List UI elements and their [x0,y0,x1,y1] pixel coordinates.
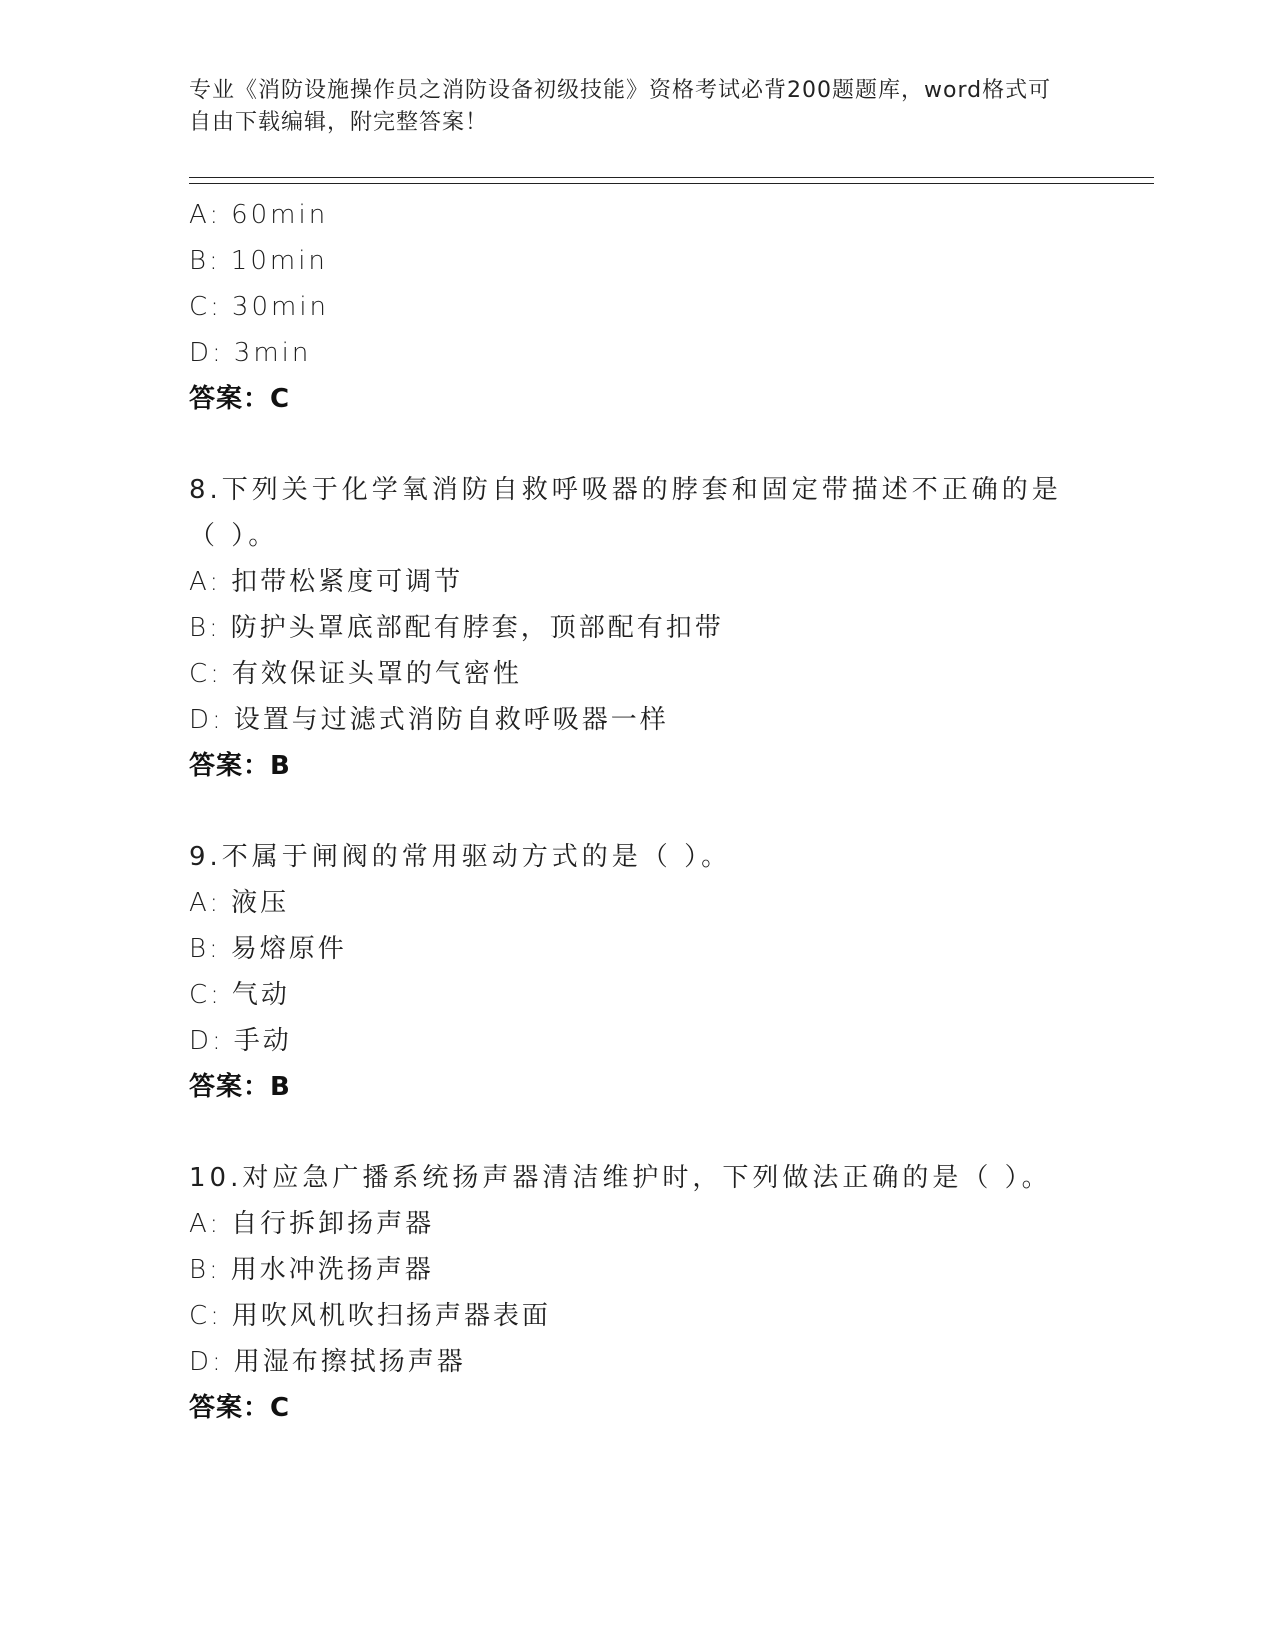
option-text: 设置与过滤式消防自救呼吸器一样 [233,705,669,735]
question-8 [189,467,1089,789]
question-stem: 9.不属于闸阀的常用驱动方式的是（ ）。 [189,842,732,872]
option-c [189,284,1089,330]
option-label: D: [189,705,224,735]
option-text: 用湿布擦拭扬声器 [233,1347,466,1377]
option-label: C: [189,980,222,1010]
answer-line: 答案：C [189,1393,291,1423]
option-text: 用水冲洗扬声器 [230,1255,434,1285]
option-label: A: [189,200,222,230]
option-label: B: [189,246,221,276]
question-9 [189,834,1089,1110]
option-c [189,651,1089,697]
option-text: 10min [230,246,328,276]
option-text: 易熔原件 [230,934,347,964]
question-10 [189,1155,1089,1431]
option-text: 有效保证头罩的气密性 [231,659,522,689]
option-b [189,926,1089,972]
option-b [189,1247,1089,1293]
option-label: D: [189,338,224,368]
option-text: 30min [231,292,330,322]
option-d [189,330,1089,376]
spacer [189,789,1089,834]
option-text: 自行拆卸扬声器 [231,1209,435,1239]
option-text: 防护头罩底部配有脖套，顶部配有扣带 [230,613,724,643]
option-b [189,605,1089,651]
answer-line: 答案：C [189,384,291,414]
option-label: C: [189,659,222,689]
option-c [189,972,1089,1018]
option-text: 60min [231,200,329,230]
option-text: 手动 [233,1026,292,1056]
option-label: D: [189,1026,224,1056]
option-label: A: [189,1209,222,1239]
option-d [189,697,1089,743]
option-label: A: [189,567,222,597]
option-d [189,1339,1089,1385]
option-text: 3min [233,338,312,368]
option-label: C: [189,292,222,322]
answer-line: 答案：B [189,751,291,781]
option-label: A: [189,888,222,918]
option-a [189,192,1089,238]
option-label: B: [189,934,221,964]
spacer [189,1110,1089,1155]
option-b [189,238,1089,284]
answer-line: 答案：B [189,1072,291,1102]
option-text: 用吹风机吹扫扬声器表面 [231,1301,551,1331]
option-label: B: [189,1255,221,1285]
document-header: 专业《消防设施操作员之消防设备初级技能》资格考试必背200题题库，word格式可自由下载编辑，附完整答案！ [189,78,1052,135]
option-c [189,1293,1089,1339]
option-label: C: [189,1301,222,1331]
question-stem: 8.下列关于化学氧消防自救呼吸器的脖套和固定带描述不正确的是（ ）。 [189,475,1062,551]
header-divider-bottom [189,183,1154,184]
question-stem: 10.对应急广播系统扬声器清洁维护时，下列做法正确的是（ ）。 [189,1163,1052,1193]
option-a [189,1201,1089,1247]
question-7-options [189,192,1089,422]
option-a [189,880,1089,926]
option-label: B: [189,613,221,643]
option-text: 扣带松紧度可调节 [231,567,464,597]
option-label: D: [189,1347,224,1377]
spacer [189,422,1089,467]
question-list [189,192,1089,1431]
option-text: 气动 [231,980,290,1010]
header-divider-top [189,177,1154,178]
option-d [189,1018,1089,1064]
option-a [189,559,1089,605]
option-text: 液压 [231,888,290,918]
